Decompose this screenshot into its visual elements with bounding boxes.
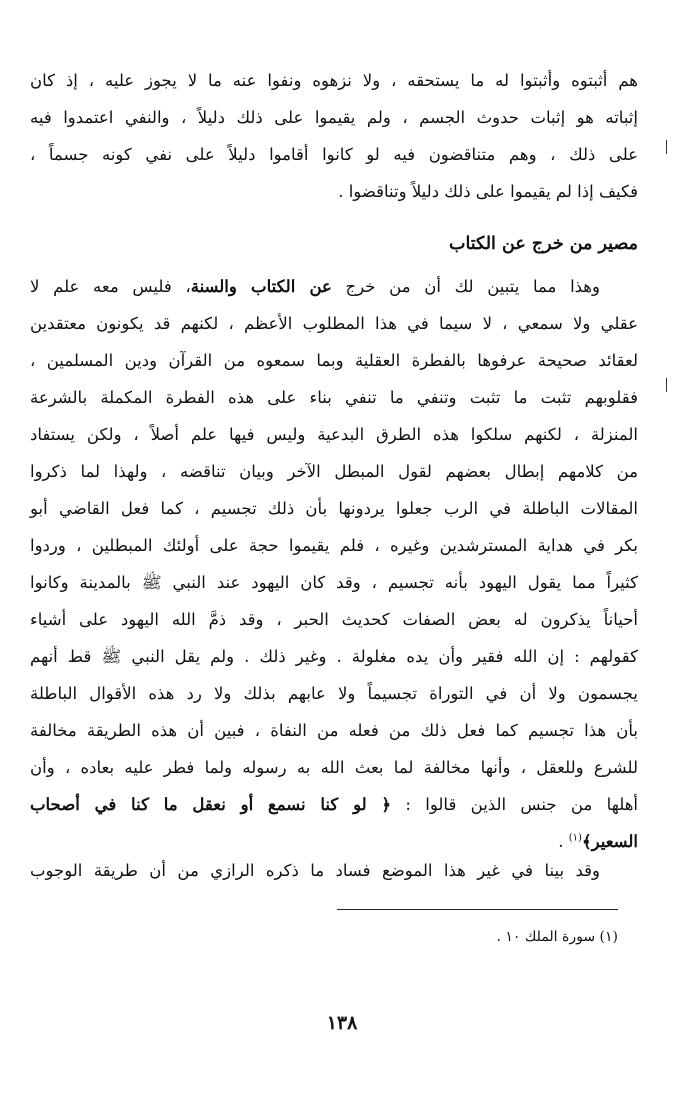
quran-quote: ﴿ لو كنا نسمع أو نعقل ما كنا في أصحاب [30,795,392,814]
section-heading: مصير من خرج عن الكتاب [448,234,638,254]
text-line: أحياناً يذكرون له بعض الصفات كحديث الحبر ، وقد ذمَّ الله اليهود على أشياء [30,610,638,629]
text-line: فقلوبهم تثبت ما تثبت وتنفي ما تنفي بناء على هذه الفطرة المكملة بالشرعة [30,388,638,407]
margin-mark [666,378,667,392]
text-line: بكر في هداية المسترشدين وغيره ، فلم يقيموا حجة على أولئك المبطلين ، وردوا [30,536,638,555]
text-line: عقلي ولا سمعي ، لا سيما في هذا المطلوب الأعظم ، لكنهم قد يكونون معتقدين [30,314,638,333]
text-line: كثيراً مما يقول اليهود بأنه تجسيم ، وقد كان اليهود عند النبي ﷺ بالمدينة وكانوا [30,573,638,592]
text-line: هم أثبتوه وأثبتوا له ما يستحقه ، ولا نزهوه ونفوا عنه ما لا يجوز عليه ، إذ كان [30,71,638,90]
page-number: ١٣٨ [326,1012,358,1034]
text-line: بأن هذا تجسيم كما فعل ذلك من فعله من النفاة ، فبين أن هذه الطريقة مخالفة [30,721,638,740]
paragraph-1 [30,62,638,210]
margin-mark [666,140,667,154]
footnote-divider [337,909,618,910]
text-line: للشرع وللعقل ، وأنها مخالفة لما بعث الله به رسوله ولما فطر عليه بعاده ، وأن [30,758,638,777]
quran-quote: السعير﴾ [581,832,638,851]
text-run: وهذا مما يتبين لك أن من خرج [331,277,600,296]
footnote-marker: (١) [568,832,582,844]
text-line: لعقائد صحيحة عرفوها بالفطرة العقلية وبما سمعوه من القرآن ودين المسلمين ، [30,351,638,370]
text-line: إثباته هو إثبات حدوث الجسم ، ولم يقيموا على ذلك دليلاً ، والنفي اعتمدوا فيه [30,108,638,127]
text-run: أهلها من جنس الذين قالوا : [391,795,638,814]
text-line: كقولهم : إن الله فقير وأن يده مغلولة . وغير ذلك . ولم يقل النبي ﷺ قط أنهم [30,647,638,666]
text-line: وقد بينا في غير هذا الموضع فساد ما ذكره الرازي من أن طريقة الوجوب [30,861,600,880]
text-line [30,786,638,823]
text-line: يجسمون ولا أن في التوراة تجسيماً ولا عابهم بذلك ولا رد هذه الأقوال الباطلة [30,684,638,703]
text-run: . [558,832,569,851]
paragraph-3 [30,852,638,889]
text-line: من كلامهم إبطال بعضهم لقول المبطل الآخر وبيان تناقضه ، ولهذا لما ذكروا [30,462,638,481]
text-line: فكيف إذا لم يقيموا على ذلك دليلاً وتناقضوا . [338,182,638,201]
text-line: المقالات الباطلة في الرب جعلوا يردونها بأن ذلك تجسيم ، كما فعل القاضي أبو [30,499,638,518]
paragraph-2 [30,268,638,860]
text-line: المنزلة ، لكنهم سلكوا هذه الطرق البدعية وليس فيها علم أصلاً ، ولكن يستفاد [30,425,638,444]
footnote: (١) سورة الملك ١٠ . [496,929,618,945]
text-line: على ذلك ، وهم متناقضون فيه لو كانوا أقاموا دليلاً على نفي كونه جسماً ، [30,145,638,164]
bold-text-run: عن الكتاب والسنة [190,277,332,296]
text-run: ، فليس معه علم لا [30,277,191,296]
text-line [30,268,638,305]
